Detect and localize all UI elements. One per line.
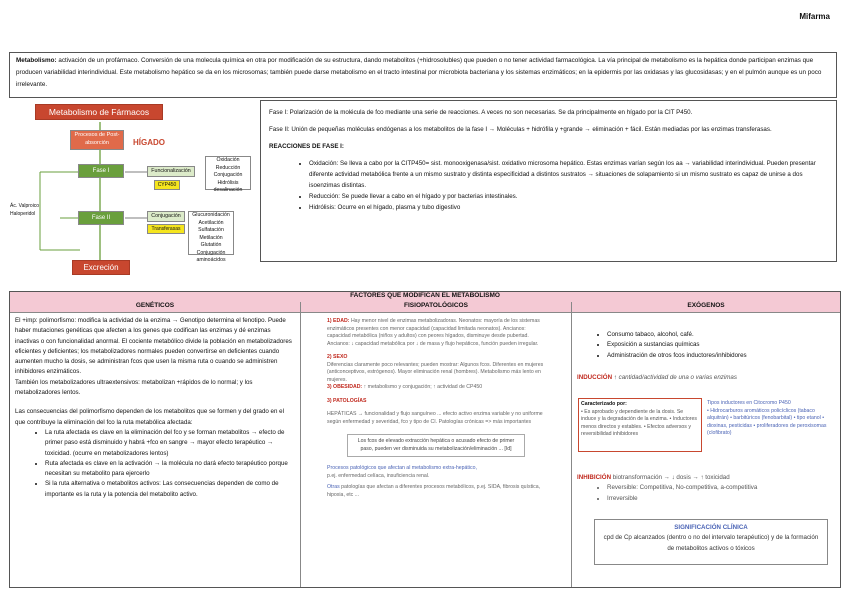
phase2-notes: Glucuronidación Acetilación Sulfatación Metilación Glutatión Conjugación aminoácidos (188, 211, 234, 255)
geneticos-column (10, 313, 300, 586)
inhibicion-text: biotransformación → ↓ dosis → ↑ toxicidad (612, 474, 730, 481)
geneticos-item: • Ruta afectada es clave en la activación → la molécula no dará efecto terapéutico porque necesitan su metabolito para ejercerlo (45, 459, 295, 480)
geneticos-item: • La ruta afectada es clave en la eliminación del fco y se forman metabolitos → efecto de primer paso está disminuido y habrá +fco en sangre → mayor efecto terapéutico → toxicidad. (ocurre en metabolizadores lentos) (45, 428, 295, 459)
col-header-exogenos: EXÓGENOS (572, 302, 840, 313)
intro-term: Metabolismo: (16, 57, 57, 64)
carac-text: • Es aprobado y dependiente de la dosis. Se induce y la degradación de la enzima. • Inductores menos directos y estables. • Efectos adversos y reversibilidad inhibidores (581, 408, 698, 437)
geneticos-list (15, 428, 295, 500)
induccion-characteristics-box (578, 398, 702, 452)
col-header-fisiopatologicos: FISIOPATOLÓGICOS (301, 302, 571, 313)
induccion-text: ↑ cantidad/actividad de una o varias enzimas (613, 373, 737, 381)
cyp450-badge: CYP450 (154, 180, 180, 190)
factors-table (9, 291, 841, 588)
phase2-description: Fase II: Unión de pequeñas moléculas endógenas a los metabolitos de la fase I → Moléculas + hidrófila y +grande → eliminación + fácil. Están mediadas por las enzimas transferasas. (269, 126, 772, 133)
otras-label: Otras (327, 484, 340, 490)
reaction-oxidation: • Oxidación: Se lleva a cabo por la CITP450= sist. monooxigenasa/sist. oxidativo microsoma hepático. Estas enzimas varían según los aa → variabilidad interindividual. Pueden presentar diferente actividad metabólica frente a un mismo sustrato y distinta especificidad a distintos sustratos → situaciones de solapamiento si un mismo sustrato es capaz de unirse a dos isoenzimas distintas. (309, 158, 828, 191)
proc-label: Procesos patológicos que afectan al metabolismo extra-hepático, (327, 465, 477, 471)
tipos-title: Tipos inductores en Citocromo P450 (707, 400, 791, 406)
col-header-geneticos: GENÉTICOS (10, 302, 300, 313)
excretion-box: Excreción (72, 260, 130, 275)
phase1-notes: Oxidación Reducción Conjugación Hidrólisis desalinación (205, 156, 251, 190)
hepatic-note-box: Los fcos de elevado extracción hepática o acusado efecto de primer paso, pueden ver disminuida su metabolización/eliminación ... [Id] (347, 434, 525, 457)
obesidad-text: ↑ metabolismo y conjugación; ↑ actividad de CP450 (363, 384, 483, 390)
diagram-title: Metabolismo de Fármacos (35, 104, 163, 120)
inhibicion-list (577, 483, 835, 504)
signif-text: cpd de Cp alcanzados (dentro o no del intervalo terapéutico) y de la formación de metabolitos activos o tóxicos (603, 534, 819, 552)
phase2-box: Fase II (78, 211, 124, 225)
phase1-description: Fase I: Polarización de la molécula de fco mediante una serie de reacciones. A veces no son necesarias. Se da principalmente en hígado por la CIT P450. (269, 109, 693, 116)
inhibicion-item: • Irreversible (607, 494, 835, 504)
reaction-reduction: • Reducción: Se puede llevar a cabo en el hígado y por bacterias intestinales. (309, 191, 828, 202)
edad-label: 1) EDAD: (327, 318, 350, 324)
intro-definition (9, 52, 837, 98)
reaction-hydrolysis: • Hidrólisis: Ocurre en el hígado, plasma y tubo digestivo (309, 202, 828, 213)
exogenos-item: • Exposición a sustancias químicas (607, 340, 835, 350)
metabolism-diagram (10, 100, 255, 275)
drug-examples: Ác. Valproico Haloperidol (10, 203, 40, 217)
conjugation-box: Conjugación (147, 211, 185, 222)
geneticos-paragraph: El +imp: polimorfismo: modifica la actividad de la enzima → Genotipo determina el fenotipo. Puede haber mutaciones genéticas que afecten a los genes que codifican las enzimas y dé enzimas inactivas o con funcionalidad anormal. El cociente metabólico divide la población en metabolizadores eficientes y deficientes; los metabolizadores normales pueden convertirse en deficientes cuando aumenten mucho la dosis, se administran fcos que usen la misma ruta o cuando se administren inhibidores enzimáticos. (15, 317, 292, 376)
functionalization-box: Funcionalización (147, 166, 195, 177)
obesidad-label: 3) OBESIDAD: (327, 384, 363, 390)
exogenos-list (577, 330, 835, 361)
fisiopatologicos-column (301, 313, 571, 586)
sexo-label: 2) SEXO (327, 354, 348, 360)
exogenos-item: • Administración de otros fcos inductores/inhibidores (607, 351, 835, 361)
reactions-heading: REACCIONES DE FASE I: (269, 143, 344, 150)
inhibicion-item: • Reversible: Competitiva, No-competitiva, a-competitiva (607, 483, 835, 493)
postabsorption-box: Procesos de Post-absorción (70, 130, 124, 150)
induccion-label: INDUCCIÓN (577, 373, 613, 381)
patologias-label: 3) PATOLOGÍAS (327, 397, 367, 404)
sexo-text: Diferencias claramente poco relevantes; pueden mostrar: Algunos fcos. Diferentes en mujeres (anticonceptivos, estrógenos). Mayor eliminación renal (hombres). Metabolismo más lento en mujeres. (327, 361, 544, 383)
exogenos-column (572, 313, 840, 586)
geneticos-item: • Si la ruta alternativa o metabolitos activos: Las consecuencias dependen de como de importante es la ruta y la potencia del metabolito activo. (45, 479, 295, 500)
phases-panel (260, 100, 837, 262)
edad-text: Hay menor nivel de enzimas metabolizadoras. Neonatos: mayoría de los sistemas enzimáticos presentes con menor capacidad (capacidad limitada neonatos). Ancianos: capacidad metabólica (niños y adultos) con peores hígados, disminuye desde pubertad. (327, 318, 540, 339)
exogenos-item: • Consumo tabaco, alcohol, café. (607, 330, 835, 340)
transferases-badge: Transferasas (147, 224, 185, 234)
geneticos-paragraph: Las consecuencias del polimorfismo dependen de los metabolitos que se formen y del grado en el que contribuye la eliminación del fco la ruta metabólica afectada: (15, 408, 284, 426)
factors-title: FACTORES QUE MODIFICAN EL METABOLISMO (10, 292, 840, 303)
brand-label: Mifarma (799, 12, 830, 21)
phase1-box: Fase I (78, 164, 124, 178)
otras-text: patologías que afectan a diferentes procesos metabólicos, p.ej. SIDA, fibrosis quística, hipoxia, etc ... (327, 484, 541, 498)
tipos-text: • Hidrocarburos aromáticos policíclicos (tabaco alquitrán) • barbitúricos (fenobarbital) • tipo etanol • dioxinas, pesticidas • proliferadores de peroxisomas (clofibrato) (707, 407, 827, 436)
geneticos-paragraph: También los metabolizadores ultraextensivos: metabolizan +rápidos de lo normal; y los metabolizadores lentos. (15, 378, 253, 397)
carac-title: Caracterizado por: (581, 401, 627, 407)
clinical-significance-box (594, 519, 828, 565)
reactions-list (269, 158, 828, 213)
edad-text-2: Ancianos: ↓ capacidad metabólica por ↓ de masa y flujo hepáticos, función pueden irregular. (327, 340, 539, 347)
signif-title: SIGNIFICACIÓN CLÍNICA (674, 524, 748, 531)
induccion-types-box (705, 398, 833, 452)
inhibicion-label: INHIBICIÓN (577, 474, 612, 481)
organ-label: HÍGADO (133, 138, 165, 147)
proc-text: p.ej. enfermedad celíaca, insuficiencia renal. (327, 472, 430, 479)
intro-text: activación de un profármaco. Conversión de una molecula química en otra por modificación de su estructura, dando metabolitos (+hidrosolubles) que pueden o no tener actividad farmacológica. La vía principal de metabolismo es la hepática donde participan enzimas que producen variabilidad interindividual. Este metabolismo hepático se da en los microsomas; también puede darse metabolismo en el tracto intestinal por microbiota bacteriana y los sistemas enzimáticos; en la epidermis por las oxidasas y las glucosidasas; y en el pulmón aunque es un poco irrelevante. (16, 57, 822, 88)
hepaticas-text: HEPÁTICAS → funcionalidad y flujo sanguíneo ... efecto activo enzima variable y no uniforme según enfermedad y severidad, fco y tipo de CI. Patologías crónicas => más importantes (327, 411, 543, 425)
